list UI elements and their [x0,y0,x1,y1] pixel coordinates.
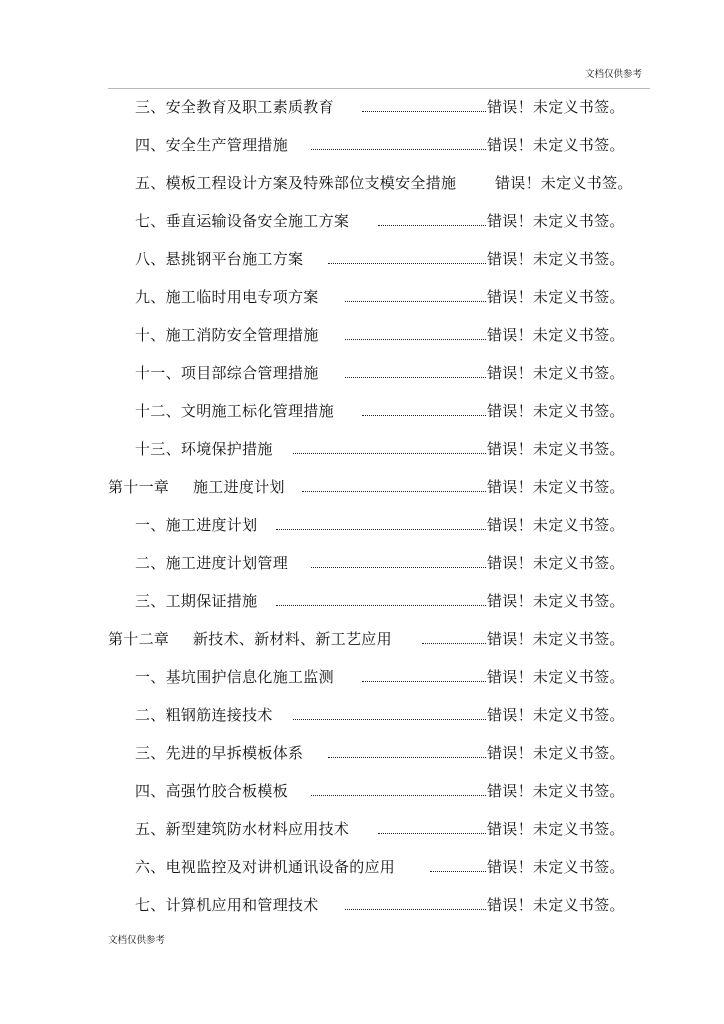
toc-entry-ref: 错误！未定义书签。 [495,174,633,192]
toc-entry [0,325,724,345]
dot-leader [293,453,486,454]
toc-entry [0,705,724,725]
toc-entry-title: 三、工期保证措施 [135,592,258,610]
toc-entry-ref: 错误！未定义书签。 [487,554,625,572]
footer-note: 文档仅供参考 [108,935,166,946]
toc-entry-ref: 错误！未定义书签。 [487,896,625,914]
toc-entry [0,819,724,839]
toc-entry-ref: 错误！未定义书签。 [487,402,625,420]
toc-entry-title: 九、施工临时用电专项方案 [135,288,319,306]
toc-entry-title: 六、电视监控及对讲机通讯设备的应用 [135,858,396,876]
toc-entry-title: 五、模板工程设计方案及特殊部位支模安全措施 [135,174,457,192]
toc-entry-title: 三、先进的早拆模板体系 [135,744,304,762]
header-note: 文档仅供参考 [584,69,642,80]
toc-entry-title: 一、基坑围护信息化施工监测 [135,668,334,686]
toc-entry-title: 七、垂直运输设备安全施工方案 [135,212,350,230]
dot-leader [276,605,486,606]
toc-chapter [0,629,724,649]
toc-entry-title: 十二、文明施工标化管理措施 [135,402,334,420]
toc-entry-title: 一、施工进度计划 [135,516,258,534]
toc-entry-ref: 错误！未定义书签。 [487,288,625,306]
toc-chapter-number: 第十二章 [108,630,170,648]
toc-entry-title: 五、新型建筑防水材料应用技术 [135,820,350,838]
toc-chapter [0,477,724,497]
header-rule [108,88,650,89]
toc-entry-ref: 错误！未定义书签。 [487,136,625,154]
dot-leader [302,491,486,492]
toc-entry-ref: 错误！未定义书签。 [487,212,625,230]
toc-entry [0,401,724,421]
toc-entry-ref: 错误！未定义书签。 [487,744,625,762]
toc-chapter-title: 施工进度计划 [193,478,285,496]
toc-entry [0,249,724,269]
toc-entry-ref: 错误！未定义书签。 [487,706,625,724]
toc-entry-title: 十、施工消防安全管理措施 [135,326,319,344]
dot-leader [430,871,486,872]
dot-leader [345,339,486,340]
toc-entry-title: 二、施工进度计划管理 [135,554,289,572]
toc-entry-ref: 错误！未定义书签。 [487,782,625,800]
toc-entry [0,895,724,915]
toc-entry-ref: 错误！未定义书签。 [487,668,625,686]
dot-leader [362,415,486,416]
toc-entry [0,97,724,117]
toc-entry [0,287,724,307]
toc-chapter-number: 第十一章 [108,478,170,496]
toc-entry-ref: 错误！未定义书签。 [487,250,625,268]
toc-entry-title: 四、高强竹胶合板模板 [135,782,289,800]
dot-leader [276,529,486,530]
toc-entry [0,515,724,535]
toc-entry [0,591,724,611]
dot-leader [328,757,486,758]
toc-entry-title: 三、安全教育及职工素质教育 [135,98,334,116]
toc-entry [0,781,724,801]
toc-entry-title: 十三、环境保护措施 [135,440,273,458]
toc-entry [0,135,724,155]
toc-entry [0,743,724,763]
dot-leader [311,149,486,150]
toc-entry [0,667,724,687]
dot-leader [378,833,486,834]
toc-entry-ref: 错误！未定义书签。 [487,630,625,648]
dot-leader [345,377,486,378]
toc-entry-ref: 错误！未定义书签。 [487,326,625,344]
toc-entry [0,553,724,573]
toc-entry-title: 二、粗钢筋连接技术 [135,706,273,724]
toc-chapter-title: 新技术、新材料、新工艺应用 [193,630,392,648]
dot-leader [362,111,486,112]
toc-entry-title: 八、悬挑钢平台施工方案 [135,250,304,268]
toc-entry [0,363,724,383]
dot-leader [311,795,486,796]
dot-leader [311,567,486,568]
toc-entry-ref: 错误！未定义书签。 [487,858,625,876]
toc-entry [0,173,724,193]
toc-entry-title: 十一、项目部综合管理措施 [135,364,319,382]
dot-leader [345,909,486,910]
toc-entry [0,439,724,459]
dot-leader [378,225,486,226]
dot-leader [328,263,486,264]
toc-entry-ref: 错误！未定义书签。 [487,364,625,382]
dot-leader [293,719,486,720]
toc-entry-ref: 错误！未定义书签。 [487,98,625,116]
toc-entry-ref: 错误！未定义书签。 [487,820,625,838]
toc-entry-ref: 错误！未定义书签。 [487,440,625,458]
toc-entry [0,211,724,231]
dot-leader [345,301,486,302]
toc-entry-title: 七、计算机应用和管理技术 [135,896,319,914]
toc-entry-ref: 错误！未定义书签。 [487,478,625,496]
toc-entry-ref: 错误！未定义书签。 [487,516,625,534]
toc-entry-title: 四、安全生产管理措施 [135,136,289,154]
toc-entry [0,857,724,877]
dot-leader [422,643,486,644]
dot-leader [362,681,486,682]
toc-entry-ref: 错误！未定义书签。 [487,592,625,610]
